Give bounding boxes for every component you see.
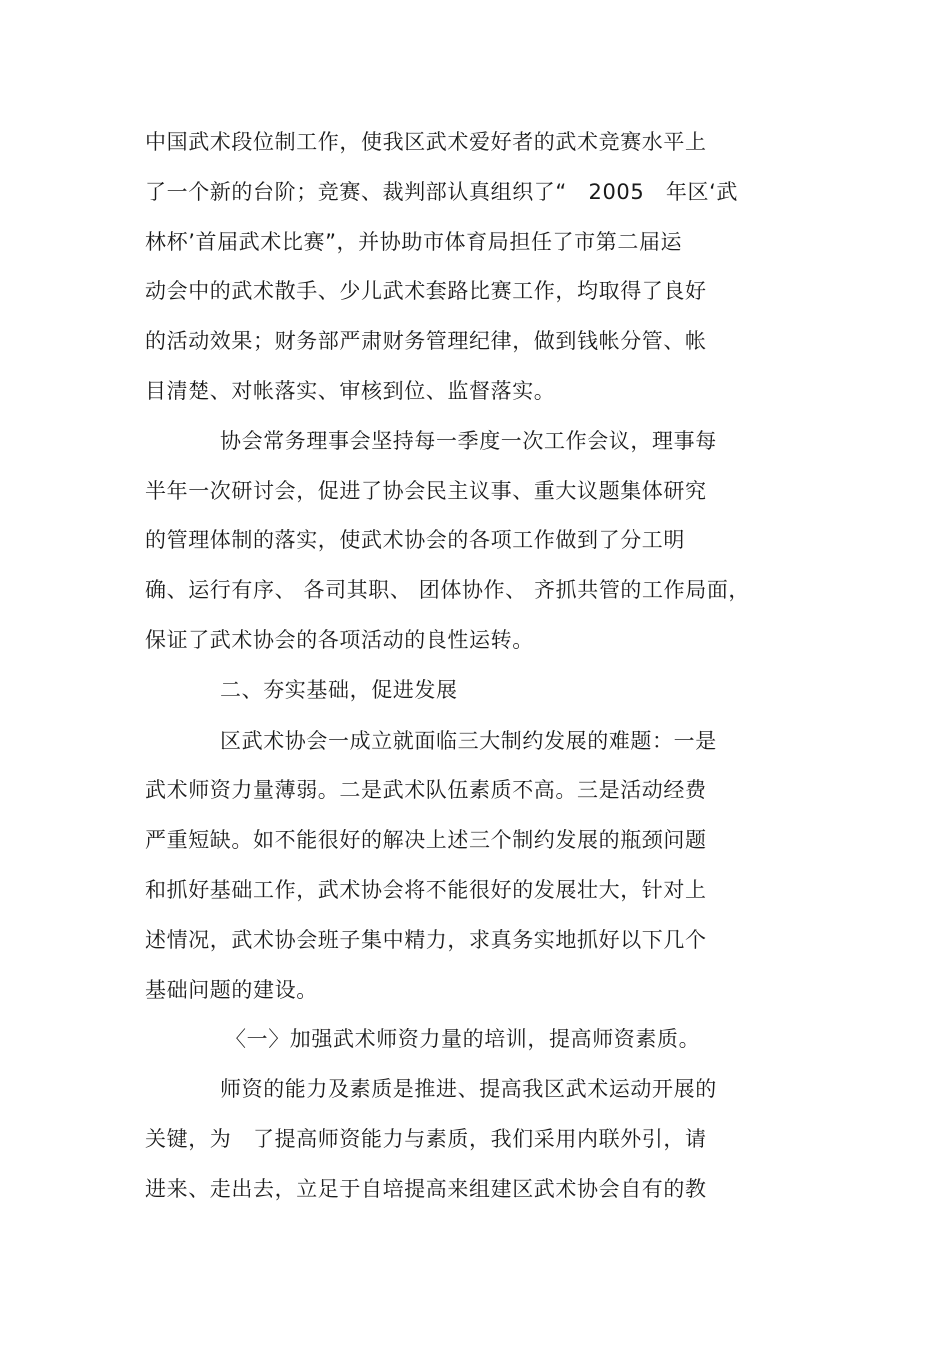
text-line: 半年一次研讨会，促进了协会民主议事、重大议题集体研究 — [145, 479, 707, 503]
text-line: 目清楚、对帐落实、审核到位、监督落实。 — [145, 379, 556, 403]
text-line: 中国武术段位制工作，使我区武术爱好者的武术竞赛水平上 — [145, 130, 707, 154]
text-line: 了一个新的台阶；竞赛、裁判部认真组织了“ 2005 年区‘武 — [145, 180, 738, 204]
text-line: 动会中的武术散手、少儿武术套路比赛工作，均取得了良好 — [145, 279, 707, 303]
section-heading: 二、夯实基础，促进发展 — [220, 678, 458, 702]
paragraph-first-line: 师资的能力及素质是推进、提高我区武术运动开展的 — [220, 1077, 717, 1101]
text-line: 述情况，武术协会班子集中精力，求真务实地抓好以下几个 — [145, 928, 707, 952]
text-line: 基础问题的建设。 — [145, 978, 318, 1002]
text-line: 确、运行有序、 各司其职、 团体协作、 齐抓共管的工作局面， — [145, 578, 751, 602]
text-line: 和抓好基础工作，武术协会将不能很好的发展壮大，针对上 — [145, 878, 707, 902]
text-line: 林杯’首届武术比赛”，并协助市体育局担任了市第二届运 — [145, 230, 683, 254]
paragraph-first-line: 协会常务理事会坚持每一季度一次工作会议，理事每 — [220, 429, 717, 453]
text-line: 保证了武术协会的各项活动的良性运转。 — [145, 628, 534, 652]
paragraph-first-line: 区武术协会一成立就面临三大制约发展的难题：一是 — [220, 729, 717, 753]
text-line: 的活动效果；财务部严肃财务管理纪律，做到钱帐分管、帐 — [145, 329, 707, 353]
text-line: 的管理体制的落实，使武术协会的各项工作做到了分工明 — [145, 528, 685, 552]
subsection-heading: 〈一〉加强武术师资力量的培训，提高师资素质。 — [225, 1027, 701, 1051]
text-line: 严重短缺。如不能很好的解决上述三个制约发展的瓶颈问题 — [145, 828, 707, 852]
text-line: 进来、走出去，立足于自培提高来组建区武术协会自有的教 — [145, 1177, 707, 1201]
text-line: 关键，为 了提高师资能力与素质，我们采用内联外引，请 — [145, 1127, 707, 1151]
text-line: 武术师资力量薄弱。二是武术队伍素质不高。三是活动经费 — [145, 778, 707, 802]
